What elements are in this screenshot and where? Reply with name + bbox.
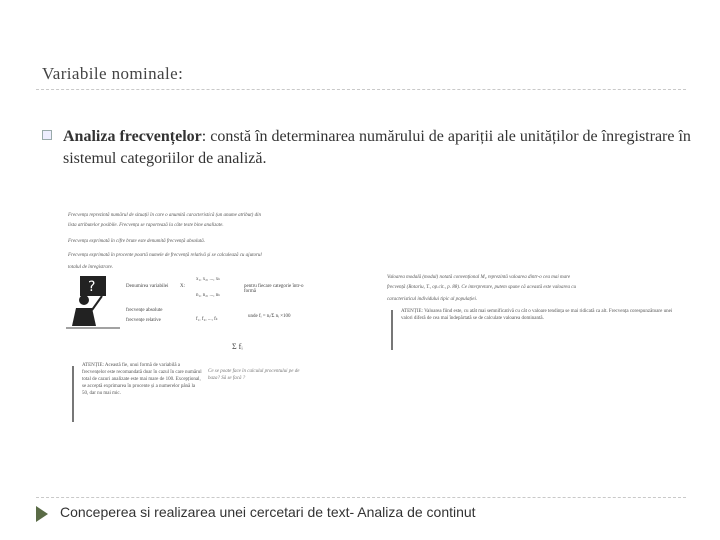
- scan-right: [385, 272, 685, 352]
- note-text: ATENȚIE: Această fie, unui formă de variabilă a frecvențelor este recomandată doar în cazul în care numărul total de cazuri analizate este mai mare de 100. Excepțional, se acceptă exprimarea în procente și a numerelor până la 50, dar nu mai mic.: [82, 363, 202, 396]
- scan-right-line: Valoarea modală (modul) notată convențional M₀ reprezintă valoarea dintr-o cea mai mare: [387, 275, 571, 280]
- note-bracket: [391, 310, 393, 350]
- scan-right-line: frecvență (Rotariu, T., op.cit., p. 88). Ce interpretare, putem spune că această este valoarea cu: [387, 285, 576, 290]
- note-text: ATENȚIE: Valoarea fiind este, cu atât mai semnificativă cu cât o valoare tendința se mai ridicată ca alt. Frecvența corespunzătoare unei valori diferă de cea mai îndepărtată se de calculate valoarea dominantă.: [401, 309, 673, 321]
- footer-divider: [36, 497, 686, 498]
- var-row-right: pentru fiecare categorie într-o formă: [244, 284, 304, 294]
- footer-arrow-icon: [36, 506, 48, 522]
- bullet-body: : constă în determinarea numărului de apariții ale unităților de înregistrare în sistemul categoriilor de analiză.: [63, 128, 691, 167]
- formula: unde fᵢ = nᵢ/Σ nᵢ ×100: [248, 314, 291, 319]
- side-note: Ce se poate face în calculul procentului pe de baza? Să se facă ?: [208, 369, 300, 381]
- scan-left-line: Frecvența exprimată în cifre brute este denumită frecvență absolută.: [68, 239, 206, 244]
- bullet-paragraph: [63, 126, 693, 170]
- freq-rel-label: frecvențe relative: [126, 318, 161, 323]
- scan-left-line: Frecvența exprimată în procente poartă numele de frecvență relativă și se calculează cu ajutorul: [68, 253, 262, 258]
- scan-left-line: totalul de înregistrare.: [68, 265, 114, 270]
- scan-left-line: Frecvența reprezintă numărul de situații în care o anumită caracteristică (un anume atribut) din: [68, 213, 261, 218]
- var-row-label: Denumirea variabilei: [126, 284, 169, 289]
- freq-abs-values: n₁, n₂, ..., nₖ: [196, 293, 221, 298]
- freq-rel-values: f₁, f₂, ..., fₖ: [196, 317, 218, 322]
- note-bracket: [72, 366, 74, 422]
- scan-left: [64, 210, 310, 430]
- slide-title: Variabile nominale:: [42, 64, 184, 83]
- teacher-figure-icon: [66, 274, 120, 330]
- freq-row-label: frecvențe absolute: [126, 308, 163, 313]
- var-row-values: x₁, x₂, ..., xₖ: [196, 277, 221, 282]
- title-divider: [36, 89, 686, 90]
- sum-caption: Σ fᵢ: [232, 342, 243, 351]
- bullet-heading: Analiza frecvențelor: [63, 128, 202, 145]
- footer-text: Conceperea si realizarea unei cercetari de text- Analiza de continut: [60, 504, 476, 520]
- svg-text:?: ?: [88, 279, 96, 295]
- scan-right-line: caracteristicul individului tipic al populației.: [387, 297, 478, 302]
- var-row-mid: X:: [180, 284, 185, 289]
- bullet-icon: [42, 130, 52, 140]
- scan-left-line: lista atributelor posibile. Frecvența se raportează la câte teste bine analizate.: [68, 223, 224, 228]
